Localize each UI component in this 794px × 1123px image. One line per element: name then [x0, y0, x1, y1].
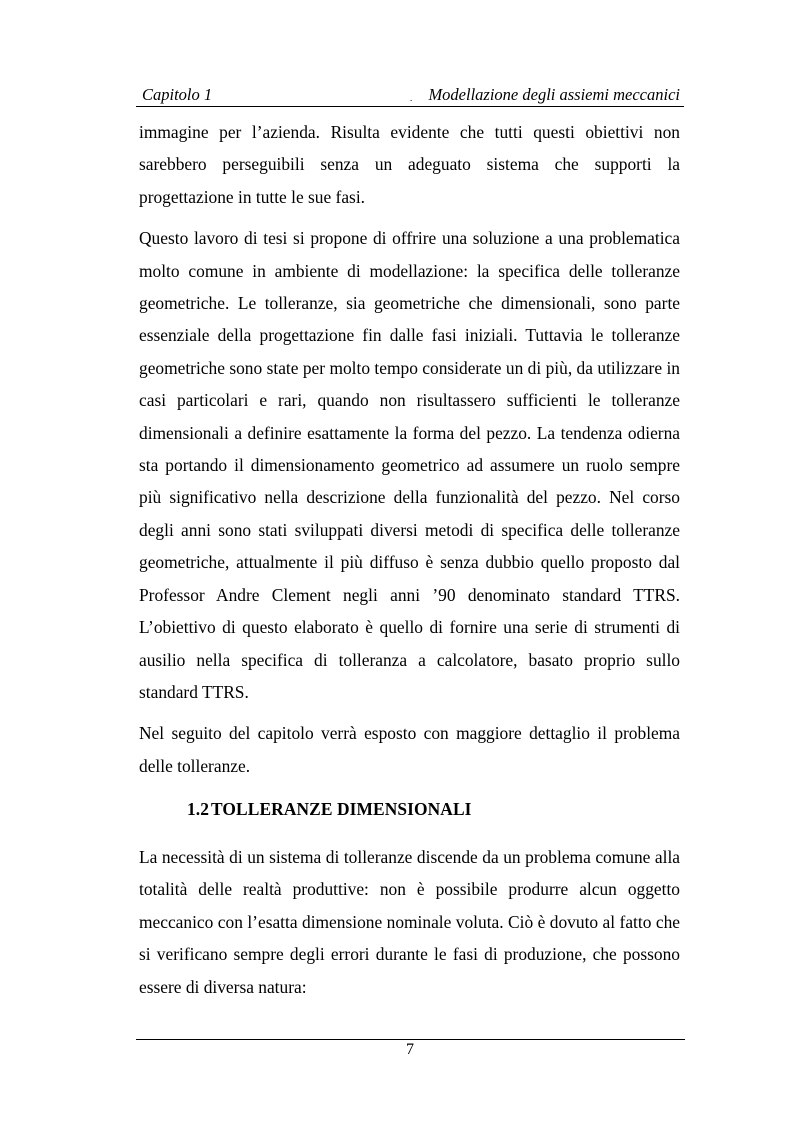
body-text	[139, 116, 680, 782]
section-heading	[187, 799, 472, 820]
paragraph: La necessità di un sistema di tolleranze discende da un problema comune alla totalità delle realtà produttive: non è possibile produrre alcun oggetto meccanico con l’esatta dimensione nominale voluta. Ciò è dovuto al fatto che si verificano sempre degli errori durante le fasi di produzione, che possono essere di diversa natura:	[139, 847, 680, 997]
footer-divider	[136, 1039, 685, 1040]
chapter-label: Capitolo 1	[142, 85, 213, 104]
paragraph: immagine per l’azienda. Risulta evidente che tutti questi obiettivi non sarebbero perseguibili senza un adeguato sistema che supporti la progettazione in tutte le sue fasi.	[139, 122, 680, 207]
paragraph: Nel seguito del capitolo verrà esposto con maggiore dettaglio il problema delle tolleranze.	[139, 723, 680, 776]
header-mark: .	[410, 93, 413, 103]
section-body-text	[139, 841, 680, 1003]
page-header	[136, 82, 684, 107]
section-number: 1.2	[187, 799, 210, 819]
chapter-title: Modellazione degli assiemi meccanici	[428, 85, 680, 104]
section-title: TOLLERANZE DIMENSIONALI	[211, 799, 472, 819]
page-number: 7	[406, 1041, 414, 1058]
paragraph: Questo lavoro di tesi si propone di offrire una soluzione a una problematica molto comune in ambiente di modellazione: la specifica delle tolleranze geometriche. Le tolleranze, sia geometriche che dimensionali, sono parte essenziale della progettazione fin dalle fasi iniziali. Tuttavia le tolleranze geometriche sono state per molto tempo considerate un di più, da utilizzare in casi particolari e rari, quando non risultassero sufficienti le tolleranze dimensionali a definire esattamente la forma del pezzo. La tendenza odierna sta portando il dimensionamento geometrico ad assumere un ruolo sempre più significativo nella descrizione della funzionalità del pezzo. Nel corso degli anni sono stati sviluppati diversi metodi di specifica delle tolleranze geometriche, attualmente il più diffuso è senza dubbio quello proposto dal Professor Andre Clement negli anni ’90 denominato standard TTRS. L’obiettivo di questo elaborato è quello di fornire una serie di strumenti di ausilio nella specifica di tolleranza a calcolatore, basato proprio sullo standard TTRS.	[139, 228, 680, 702]
